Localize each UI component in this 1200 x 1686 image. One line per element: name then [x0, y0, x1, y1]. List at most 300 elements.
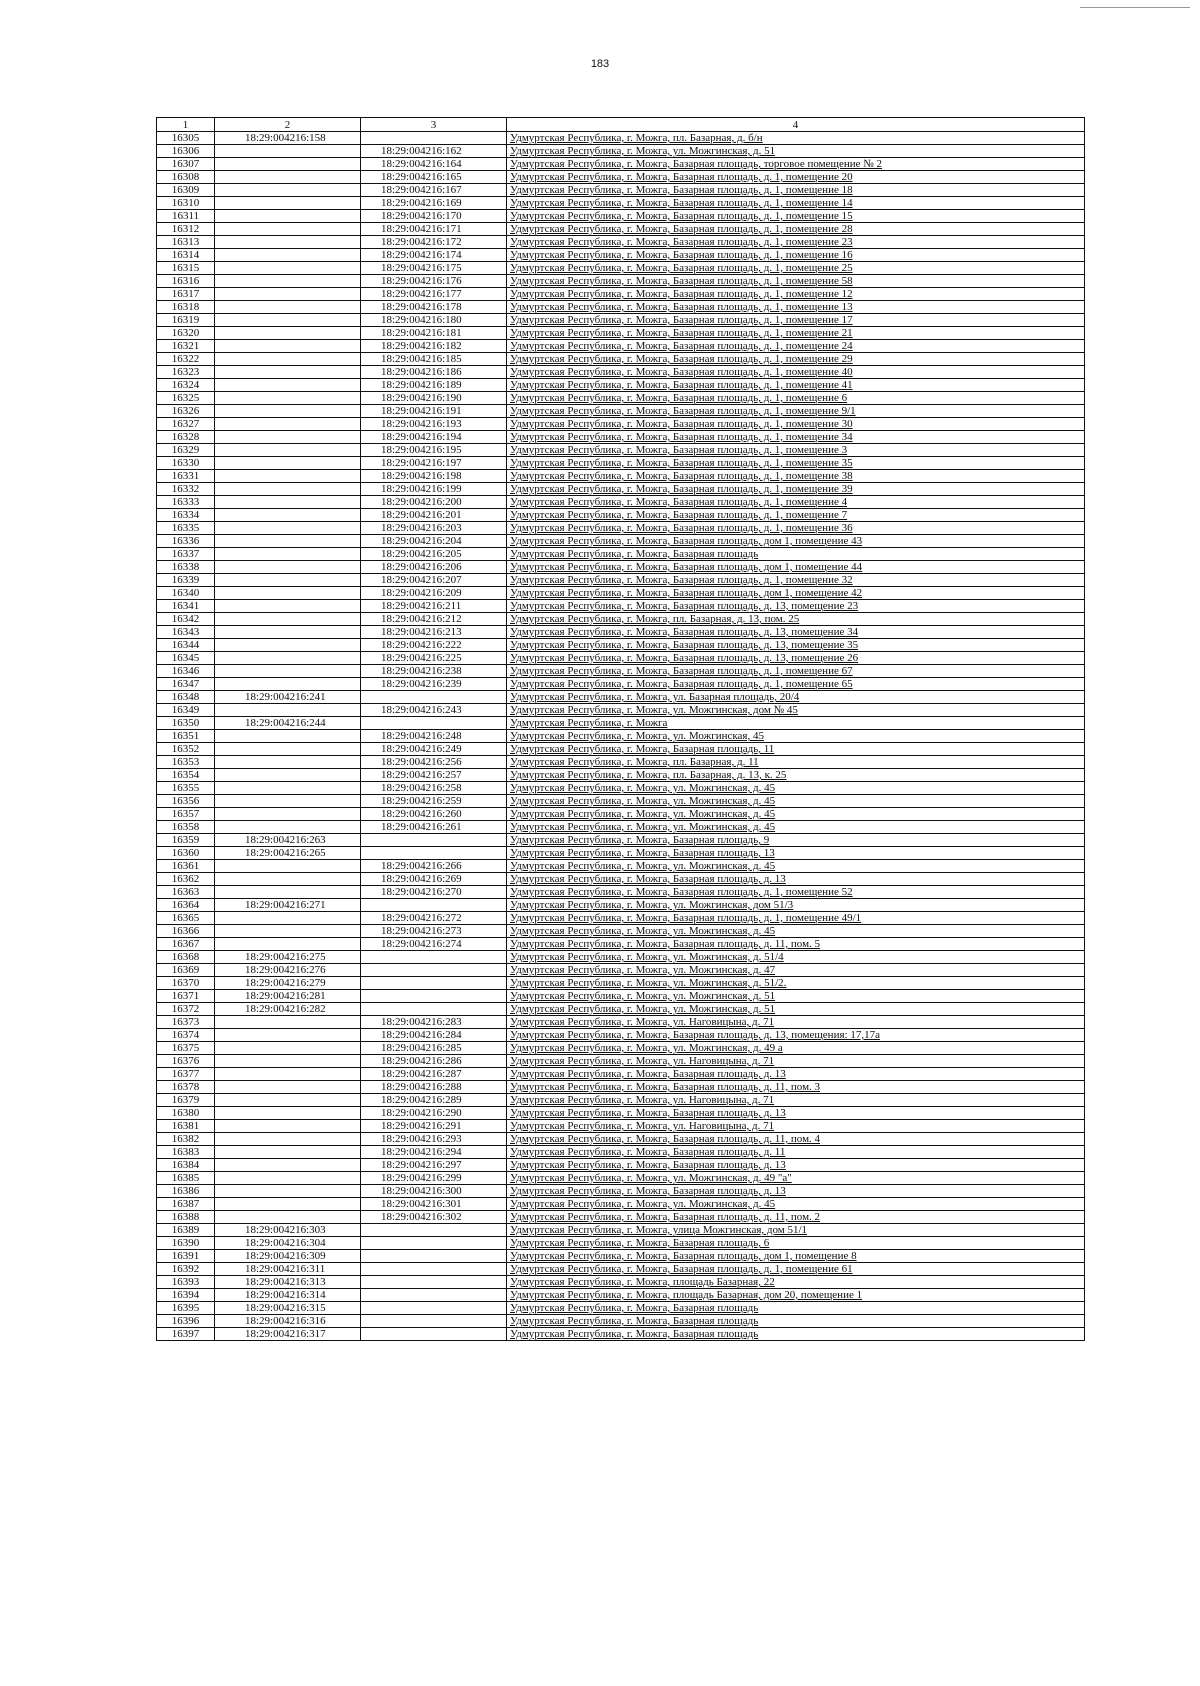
row-number: 16311	[157, 210, 215, 223]
cadastral-number-premises: 18:29:004216:291	[361, 1120, 507, 1133]
table-row	[157, 704, 1085, 717]
row-number: 16307	[157, 158, 215, 171]
table-row	[157, 847, 1085, 860]
address: Удмуртская Республика, г. Можга, Базарная площадь, д. 1, помещение 61	[507, 1263, 1085, 1276]
address: Удмуртская Республика, г. Можга, площадь Базарная, 22	[507, 1276, 1085, 1289]
row-number: 16360	[157, 847, 215, 860]
cadastral-number-parcel	[215, 1159, 361, 1172]
address: Удмуртская Республика, г. Можга, Базарная площадь, д. 1, помещение 4	[507, 496, 1085, 509]
row-number: 16323	[157, 366, 215, 379]
address: Удмуртская Республика, г. Можга, Базарная площадь, д. 1, помещение 28	[507, 223, 1085, 236]
cadastral-number-premises: 18:29:004216:300	[361, 1185, 507, 1198]
cadastral-number-premises: 18:29:004216:297	[361, 1159, 507, 1172]
row-number: 16305	[157, 132, 215, 145]
cadastral-number-premises: 18:29:004216:301	[361, 1198, 507, 1211]
row-number: 16324	[157, 379, 215, 392]
cadastral-number-parcel	[215, 912, 361, 925]
cadastral-number-parcel	[215, 327, 361, 340]
table-row	[157, 314, 1085, 327]
address: Удмуртская Республика, г. Можга, Базарная площадь	[507, 548, 1085, 561]
cadastral-number-parcel	[215, 795, 361, 808]
row-number: 16358	[157, 821, 215, 834]
cadastral-number-premises: 18:29:004216:165	[361, 171, 507, 184]
address: Удмуртская Республика, г. Можга, Базарная площадь, д. 1, помещение 52	[507, 886, 1085, 899]
cadastral-number-premises	[361, 1315, 507, 1328]
table-row	[157, 184, 1085, 197]
table-row	[157, 743, 1085, 756]
cadastral-number-parcel: 18:29:004216:282	[215, 1003, 361, 1016]
row-number: 16385	[157, 1172, 215, 1185]
row-number: 16318	[157, 301, 215, 314]
row-number: 16359	[157, 834, 215, 847]
cadastral-register-table	[156, 117, 1085, 1341]
address: Удмуртская Республика, г. Можга, ул. Наговицына, д. 71	[507, 1120, 1085, 1133]
cadastral-number-premises: 18:29:004216:212	[361, 613, 507, 626]
row-number: 16372	[157, 1003, 215, 1016]
cadastral-number-parcel	[215, 457, 361, 470]
row-number: 16366	[157, 925, 215, 938]
cadastral-number-parcel	[215, 366, 361, 379]
table-row	[157, 1289, 1085, 1302]
cadastral-number-premises	[361, 1276, 507, 1289]
table-row	[157, 1315, 1085, 1328]
cadastral-number-premises: 18:29:004216:273	[361, 925, 507, 938]
row-number: 16394	[157, 1289, 215, 1302]
cadastral-number-parcel	[215, 704, 361, 717]
address: Удмуртская Республика, г. Можга, Базарная площадь, д. 1, помещение 34	[507, 431, 1085, 444]
cadastral-number-premises	[361, 1302, 507, 1315]
table-row	[157, 821, 1085, 834]
address: Удмуртская Республика, г. Можга, улица Можгинская, дом 51/1	[507, 1224, 1085, 1237]
row-number: 16365	[157, 912, 215, 925]
address: Удмуртская Республика, г. Можга, Базарная площадь	[507, 1328, 1085, 1341]
address: Удмуртская Республика, г. Можга, пл. Базарная, д. б/н	[507, 132, 1085, 145]
row-number: 16345	[157, 652, 215, 665]
address: Удмуртская Республика, г. Можга, Базарная площадь, д. 1, помещение 58	[507, 275, 1085, 288]
address: Удмуртская Республика, г. Можга, Базарная площадь, д. 11, пом. 3	[507, 1081, 1085, 1094]
cadastral-number-premises	[361, 1328, 507, 1341]
address: Удмуртская Республика, г. Можга, ул. Базарная площадь, 20/4	[507, 691, 1085, 704]
row-number: 16380	[157, 1107, 215, 1120]
address: Удмуртская Республика, г. Можга, Базарная площадь, д. 1, помещение 36	[507, 522, 1085, 535]
table-row	[157, 405, 1085, 418]
row-number: 16355	[157, 782, 215, 795]
cadastral-number-premises: 18:29:004216:302	[361, 1211, 507, 1224]
table-row	[157, 418, 1085, 431]
cadastral-number-premises: 18:29:004216:238	[361, 665, 507, 678]
row-number: 16334	[157, 509, 215, 522]
cadastral-number-premises	[361, 834, 507, 847]
address: Удмуртская Республика, г. Можга, ул. Можгинская, д. 47	[507, 964, 1085, 977]
cadastral-number-parcel	[215, 1211, 361, 1224]
cadastral-number-premises: 18:29:004216:294	[361, 1146, 507, 1159]
cadastral-number-parcel	[215, 1120, 361, 1133]
address: Удмуртская Республика, г. Можга, ул. Можгинская, д. 45	[507, 1198, 1085, 1211]
table-row	[157, 587, 1085, 600]
address: Удмуртская Республика, г. Можга, Базарная площадь, д. 1, помещение 65	[507, 678, 1085, 691]
table-row	[157, 457, 1085, 470]
address: Удмуртская Республика, г. Можга, ул. Наговицына, д. 71	[507, 1016, 1085, 1029]
address: Удмуртская Республика, г. Можга, Базарная площадь	[507, 1302, 1085, 1315]
address: Удмуртская Республика, г. Можга, ул. Можгинская, д. 51/4	[507, 951, 1085, 964]
address: Удмуртская Республика, г. Можга, Базарная площадь, д. 1, помещение 25	[507, 262, 1085, 275]
row-number: 16390	[157, 1237, 215, 1250]
address: Удмуртская Республика, г. Можга, Базарная площадь, д. 1, помещение 23	[507, 236, 1085, 249]
address: Удмуртская Республика, г. Можга, Базарная площадь, торговое помещение № 2	[507, 158, 1085, 171]
table-row	[157, 431, 1085, 444]
table-row	[157, 730, 1085, 743]
address: Удмуртская Республика, г. Можга, Базарная площадь, д. 13	[507, 873, 1085, 886]
row-number: 16343	[157, 626, 215, 639]
address: Удмуртская Республика, г. Можга, ул. Наговицына, д. 71	[507, 1094, 1085, 1107]
row-number: 16379	[157, 1094, 215, 1107]
cadastral-number-parcel	[215, 1042, 361, 1055]
row-number: 16363	[157, 886, 215, 899]
table-row	[157, 834, 1085, 847]
table-row	[157, 756, 1085, 769]
row-number: 16381	[157, 1120, 215, 1133]
table-row	[157, 132, 1085, 145]
cadastral-number-parcel	[215, 470, 361, 483]
row-number: 16362	[157, 873, 215, 886]
row-number: 16367	[157, 938, 215, 951]
cadastral-number-parcel	[215, 1016, 361, 1029]
cadastral-number-parcel	[215, 431, 361, 444]
table-row	[157, 899, 1085, 912]
table-row	[157, 262, 1085, 275]
table-row	[157, 1055, 1085, 1068]
row-number: 16333	[157, 496, 215, 509]
cadastral-number-premises	[361, 132, 507, 145]
row-number: 16314	[157, 249, 215, 262]
row-number: 16361	[157, 860, 215, 873]
cadastral-number-parcel	[215, 171, 361, 184]
row-number: 16371	[157, 990, 215, 1003]
cadastral-number-premises: 18:29:004216:197	[361, 457, 507, 470]
cadastral-number-premises: 18:29:004216:261	[361, 821, 507, 834]
address: Удмуртская Республика, г. Можга, Базарная площадь, д. 1, помещение 17	[507, 314, 1085, 327]
cadastral-number-premises: 18:29:004216:175	[361, 262, 507, 275]
row-number: 16347	[157, 678, 215, 691]
row-number: 16368	[157, 951, 215, 964]
cadastral-number-premises: 18:29:004216:177	[361, 288, 507, 301]
row-number: 16374	[157, 1029, 215, 1042]
cadastral-number-parcel	[215, 1198, 361, 1211]
table-row	[157, 275, 1085, 288]
cadastral-number-premises: 18:29:004216:167	[361, 184, 507, 197]
table-row	[157, 1224, 1085, 1237]
cadastral-number-parcel	[215, 743, 361, 756]
row-number: 16356	[157, 795, 215, 808]
cadastral-number-premises: 18:29:004216:170	[361, 210, 507, 223]
row-number: 16354	[157, 769, 215, 782]
row-number: 16388	[157, 1211, 215, 1224]
cadastral-number-premises: 18:29:004216:178	[361, 301, 507, 314]
address: Удмуртская Республика, г. Можга, Базарная площадь, д. 1, помещение 21	[507, 327, 1085, 340]
cadastral-number-parcel	[215, 418, 361, 431]
row-number: 16383	[157, 1146, 215, 1159]
cadastral-number-premises	[361, 977, 507, 990]
address: Удмуртская Республика, г. Можга, ул. Можгинская, д. 45	[507, 821, 1085, 834]
cadastral-number-parcel: 18:29:004216:309	[215, 1250, 361, 1263]
cadastral-number-premises: 18:29:004216:189	[361, 379, 507, 392]
cadastral-number-parcel: 18:29:004216:279	[215, 977, 361, 990]
table-row	[157, 808, 1085, 821]
cadastral-number-parcel: 18:29:004216:314	[215, 1289, 361, 1302]
table-row	[157, 1211, 1085, 1224]
table-row	[157, 1029, 1085, 1042]
table-row	[157, 860, 1085, 873]
address: Удмуртская Республика, г. Можга, ул. Можгинская, д. 45	[507, 925, 1085, 938]
cadastral-number-parcel	[215, 821, 361, 834]
cadastral-number-premises	[361, 847, 507, 860]
cadastral-number-premises: 18:29:004216:259	[361, 795, 507, 808]
table-row	[157, 340, 1085, 353]
cadastral-number-parcel	[215, 639, 361, 652]
row-number: 16350	[157, 717, 215, 730]
cadastral-number-parcel	[215, 626, 361, 639]
row-number: 16338	[157, 561, 215, 574]
address: Удмуртская Республика, г. Можга, Базарная площадь, д. 13	[507, 1185, 1085, 1198]
address: Удмуртская Республика, г. Можга, ул. Можгинская, д. 45	[507, 860, 1085, 873]
address: Удмуртская Республика, г. Можга, Базарная площадь, д. 1, помещение 3	[507, 444, 1085, 457]
table-row	[157, 938, 1085, 951]
cadastral-number-premises: 18:29:004216:203	[361, 522, 507, 535]
cadastral-number-parcel	[215, 561, 361, 574]
column-header-3: 3	[361, 118, 507, 132]
cadastral-number-parcel: 18:29:004216:313	[215, 1276, 361, 1289]
cadastral-number-premises: 18:29:004216:213	[361, 626, 507, 639]
address: Удмуртская Республика, г. Можга, Базарная площадь, д. 13	[507, 1107, 1085, 1120]
table-body	[157, 118, 1085, 1341]
cadastral-number-parcel	[215, 379, 361, 392]
table-row	[157, 1016, 1085, 1029]
table-row	[157, 1146, 1085, 1159]
cadastral-number-premises: 18:29:004216:205	[361, 548, 507, 561]
cadastral-number-premises: 18:29:004216:195	[361, 444, 507, 457]
cadastral-number-parcel	[215, 262, 361, 275]
cadastral-number-premises: 18:29:004216:257	[361, 769, 507, 782]
cadastral-number-premises: 18:29:004216:266	[361, 860, 507, 873]
address: Удмуртская Республика, г. Можга, Базарная площадь, д. 1, помещение 35	[507, 457, 1085, 470]
row-number: 16373	[157, 1016, 215, 1029]
cadastral-number-parcel	[215, 613, 361, 626]
table-row	[157, 210, 1085, 223]
table-row	[157, 1172, 1085, 1185]
row-number: 16376	[157, 1055, 215, 1068]
row-number: 16309	[157, 184, 215, 197]
cadastral-number-parcel	[215, 210, 361, 223]
cadastral-number-parcel: 18:29:004216:241	[215, 691, 361, 704]
table-row	[157, 301, 1085, 314]
cadastral-number-premises: 18:29:004216:176	[361, 275, 507, 288]
cadastral-number-premises: 18:29:004216:174	[361, 249, 507, 262]
table-row	[157, 964, 1085, 977]
row-number: 16364	[157, 899, 215, 912]
table-row	[157, 691, 1085, 704]
address: Удмуртская Республика, г. Можга, Базарная площадь, д. 1, помещение 38	[507, 470, 1085, 483]
cadastral-number-premises	[361, 1263, 507, 1276]
table-row	[157, 249, 1085, 262]
table-row	[157, 1276, 1085, 1289]
table-row	[157, 197, 1085, 210]
cadastral-number-parcel	[215, 535, 361, 548]
cadastral-number-premises: 18:29:004216:162	[361, 145, 507, 158]
table-row	[157, 1120, 1085, 1133]
cadastral-number-premises: 18:29:004216:199	[361, 483, 507, 496]
row-number: 16397	[157, 1328, 215, 1341]
row-number: 16327	[157, 418, 215, 431]
address: Удмуртская Республика, г. Можга, Базарная площадь, д. 1, помещение 39	[507, 483, 1085, 496]
row-number: 16321	[157, 340, 215, 353]
table-row	[157, 977, 1085, 990]
cadastral-number-premises: 18:29:004216:181	[361, 327, 507, 340]
cadastral-number-premises: 18:29:004216:293	[361, 1133, 507, 1146]
cadastral-number-premises: 18:29:004216:206	[361, 561, 507, 574]
table-row	[157, 1081, 1085, 1094]
address: Удмуртская Республика, г. Можга, ул. Можгинская, д. 51	[507, 1003, 1085, 1016]
cadastral-number-premises: 18:29:004216:194	[361, 431, 507, 444]
table-row	[157, 1042, 1085, 1055]
cadastral-number-parcel	[215, 496, 361, 509]
cadastral-number-parcel	[215, 548, 361, 561]
cadastral-number-premises: 18:29:004216:207	[361, 574, 507, 587]
address: Удмуртская Республика, г. Можга, Базарная площадь, д. 1, помещение 12	[507, 288, 1085, 301]
row-number: 16395	[157, 1302, 215, 1315]
cadastral-number-parcel	[215, 665, 361, 678]
cadastral-number-premises: 18:29:004216:171	[361, 223, 507, 236]
row-number: 16319	[157, 314, 215, 327]
row-number: 16391	[157, 1250, 215, 1263]
address: Удмуртская Республика, г. Можга, Базарная площадь, д. 1, помещение 20	[507, 171, 1085, 184]
table-row	[157, 353, 1085, 366]
row-number: 16312	[157, 223, 215, 236]
table-row	[157, 600, 1085, 613]
row-number: 16317	[157, 288, 215, 301]
row-number: 16346	[157, 665, 215, 678]
address: Удмуртская Республика, г. Можга, пл. Базарная, д. 11	[507, 756, 1085, 769]
address: Удмуртская Республика, г. Можга	[507, 717, 1085, 730]
row-number: 16330	[157, 457, 215, 470]
table-row	[157, 574, 1085, 587]
row-number: 16342	[157, 613, 215, 626]
row-number: 16313	[157, 236, 215, 249]
cadastral-number-premises: 18:29:004216:182	[361, 340, 507, 353]
table-row	[157, 223, 1085, 236]
cadastral-number-parcel	[215, 444, 361, 457]
address: Удмуртская Республика, г. Можга, ул. Можгинская, д. 45	[507, 795, 1085, 808]
table-row	[157, 522, 1085, 535]
table-row	[157, 717, 1085, 730]
table-row	[157, 379, 1085, 392]
cadastral-number-premises: 18:29:004216:290	[361, 1107, 507, 1120]
cadastral-number-parcel	[215, 678, 361, 691]
cadastral-number-parcel	[215, 652, 361, 665]
cadastral-number-parcel	[215, 1185, 361, 1198]
cadastral-number-premises: 18:29:004216:164	[361, 158, 507, 171]
cadastral-number-premises: 18:29:004216:287	[361, 1068, 507, 1081]
cadastral-number-premises: 18:29:004216:204	[361, 535, 507, 548]
table-row	[157, 925, 1085, 938]
row-number: 16332	[157, 483, 215, 496]
table-row	[157, 158, 1085, 171]
row-number: 16325	[157, 392, 215, 405]
address: Удмуртская Республика, г. Можга, ул. Можгинская, 45	[507, 730, 1085, 743]
table-row	[157, 171, 1085, 184]
address: Удмуртская Республика, г. Можга, Базарная площадь, 13	[507, 847, 1085, 860]
cadastral-number-parcel	[215, 145, 361, 158]
cadastral-number-premises: 18:29:004216:201	[361, 509, 507, 522]
table-row	[157, 795, 1085, 808]
address: Удмуртская Республика, г. Можга, ул. Можгинская, д. 45	[507, 782, 1085, 795]
cadastral-number-parcel: 18:29:004216:316	[215, 1315, 361, 1328]
address: Удмуртская Республика, г. Можга, Базарная площадь, д. 1, помещение 29	[507, 353, 1085, 366]
address: Удмуртская Республика, г. Можга, Базарная площадь	[507, 1315, 1085, 1328]
row-number: 16331	[157, 470, 215, 483]
row-number: 16320	[157, 327, 215, 340]
row-number: 16387	[157, 1198, 215, 1211]
address: Удмуртская Республика, г. Можга, Базарная площадь, д. 13	[507, 1068, 1085, 1081]
address: Удмуртская Республика, г. Можга, ул. Наговицына, д. 71	[507, 1055, 1085, 1068]
row-number: 16349	[157, 704, 215, 717]
cadastral-number-premises: 18:29:004216:185	[361, 353, 507, 366]
address: Удмуртская Республика, г. Можга, ул. Можгинская, д. 51	[507, 990, 1085, 1003]
address: Удмуртская Республика, г. Можга, ул. Можгинская, дом 51/3	[507, 899, 1085, 912]
cadastral-number-parcel	[215, 769, 361, 782]
table-row	[157, 1250, 1085, 1263]
row-number: 16382	[157, 1133, 215, 1146]
table-row	[157, 1133, 1085, 1146]
cadastral-number-parcel	[215, 1055, 361, 1068]
table-row	[157, 665, 1085, 678]
cadastral-number-parcel	[215, 808, 361, 821]
table-row	[157, 470, 1085, 483]
row-number: 16337	[157, 548, 215, 561]
cadastral-number-premises: 18:29:004216:249	[361, 743, 507, 756]
table-row	[157, 366, 1085, 379]
table-row	[157, 548, 1085, 561]
column-header-2: 2	[215, 118, 361, 132]
cadastral-number-parcel: 18:29:004216:281	[215, 990, 361, 1003]
cadastral-number-premises: 18:29:004216:180	[361, 314, 507, 327]
address: Удмуртская Республика, г. Можга, Базарная площадь, д. 1, помещение 14	[507, 197, 1085, 210]
row-number: 16377	[157, 1068, 215, 1081]
column-header-4: 4	[507, 118, 1085, 132]
cadastral-number-parcel	[215, 938, 361, 951]
cadastral-number-parcel	[215, 223, 361, 236]
cadastral-number-parcel: 18:29:004216:303	[215, 1224, 361, 1237]
table-row	[157, 1302, 1085, 1315]
row-number: 16389	[157, 1224, 215, 1237]
table-row	[157, 392, 1085, 405]
cadastral-number-premises	[361, 1289, 507, 1302]
address: Удмуртская Республика, г. Можга, Базарная площадь, дом 1, помещение 8	[507, 1250, 1085, 1263]
cadastral-number-parcel	[215, 288, 361, 301]
cadastral-number-premises: 18:29:004216:209	[361, 587, 507, 600]
address: Удмуртская Республика, г. Можга, Базарная площадь, д. 11	[507, 1146, 1085, 1159]
address: Удмуртская Республика, г. Можга, ул. Можгинская, дом № 45	[507, 704, 1085, 717]
cadastral-number-premises: 18:29:004216:284	[361, 1029, 507, 1042]
cadastral-number-parcel: 18:29:004216:271	[215, 899, 361, 912]
table-row	[157, 990, 1085, 1003]
table-row	[157, 1107, 1085, 1120]
cadastral-number-parcel	[215, 886, 361, 899]
cadastral-number-parcel	[215, 1081, 361, 1094]
address: Удмуртская Республика, г. Можга, Базарная площадь, д. 1, помещение 30	[507, 418, 1085, 431]
table-row	[157, 1003, 1085, 1016]
cadastral-number-parcel: 18:29:004216:265	[215, 847, 361, 860]
row-number: 16328	[157, 431, 215, 444]
